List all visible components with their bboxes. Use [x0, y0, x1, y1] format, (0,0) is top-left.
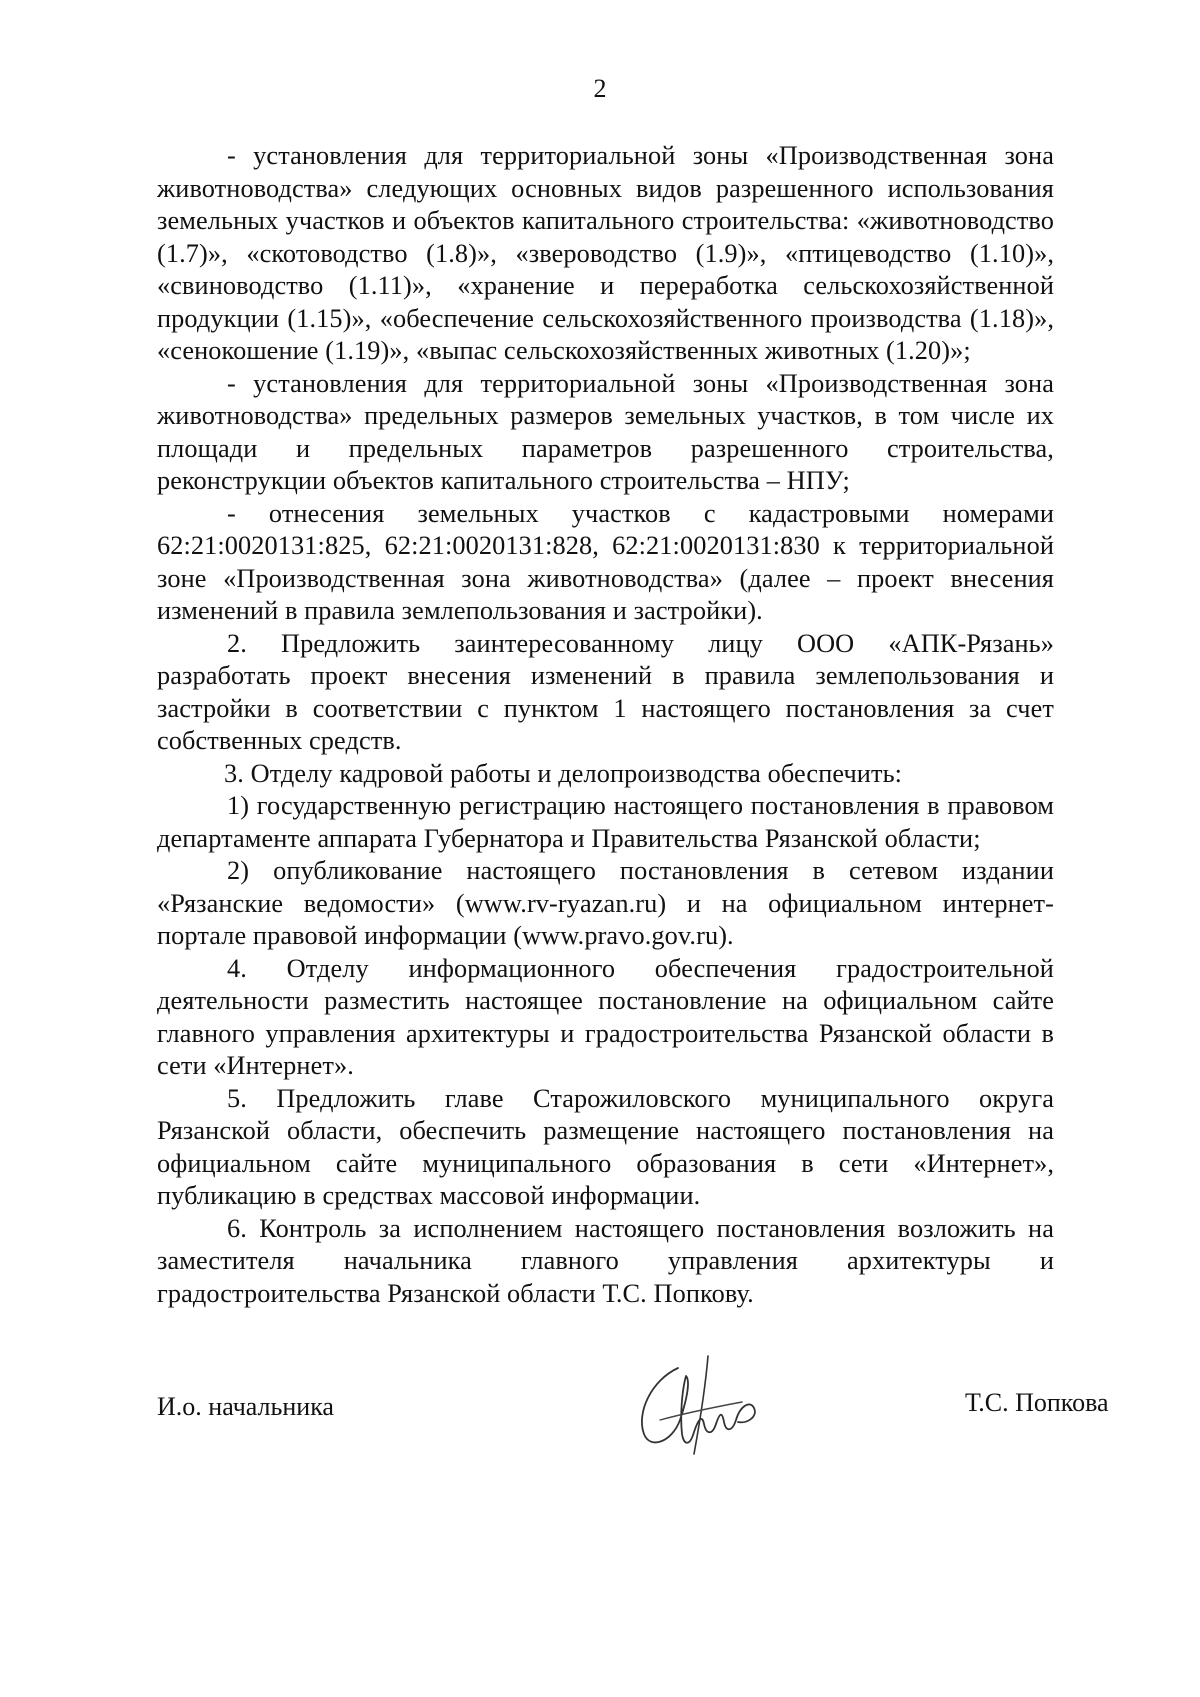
paragraph-item-6: 6. Контроль за исполнением настоящего постановления возложить на заместителя начальника главного управления архитектуры и градостроительства Рязанской области Т.С. Попкову. — [157, 1213, 1054, 1308]
handwritten-signature — [630, 1350, 770, 1470]
paragraph-item-4: 4. Отделу информационного обеспечения градостроительной деятельности разместить настоящее постановление на официальном сайте главного управления архитектуры и градостроительства Рязанской области в сети «Интернет». — [157, 953, 1054, 1080]
document-body — [157, 140, 1054, 1310]
page-number: 2 — [593, 74, 607, 103]
paragraph-item-3-2: 2) опубликование настоящего постановления в сетевом издании «Рязанские ведомости» (www.rv-ryazan.ru) и на официальном интернет-портале правовой информации (www.pravo.gov.ru). — [157, 856, 1054, 950]
paragraph-cadastral-numbers: - отнесения земельных участков с кадастровыми номерами 62:21:0020131:825, 62:21:0020131:828, 62:21:0020131:830 к территориальной зоне «Производственная зона животноводства» (далее – проект внесения изменений в правила землепользования и застройки). — [157, 498, 1054, 625]
paragraph-item-2: 2. Предложить заинтересованному лицу ООО «АПК-Рязань» разработать проект внесения изменений в правила землепользования и застройки в соответствии с пунктом 1 настоящего постановления за счет собственных средств. — [157, 628, 1054, 755]
signer-name: Т.С. Попкова — [965, 1388, 1109, 1417]
paragraph-item-3: 3. Отделу кадровой работы и делопроизводства обеспечить: — [224, 758, 903, 788]
paragraph-item-5: 5. Предложить главе Старожиловского муниципального округа Рязанской области, обеспечить размещение настоящего постановления на официальном сайте муниципального образования в сети «Интернет», публикацию в средствах массовой информации. — [157, 1083, 1054, 1210]
position-title: И.о. начальника — [157, 1392, 334, 1421]
paragraph-zone-limits: - установления для территориальной зоны «Производственная зона животноводства» предельных размеров земельных участков, в том числе их площади и предельных параметров разрешенного строительства, реконструкции объектов капитального строительства – НПУ; — [157, 368, 1054, 495]
paragraph-item-3-1: 1) государственную регистрацию настоящего постановления в правовом департаменте аппарата Губернатора и Правительства Рязанской области; — [157, 791, 1054, 853]
paragraph-zone-main-uses: - установления для территориальной зоны «Производственная зона животноводства» следующих основных видов разрешенного использования земельных участков и объектов капитального строительства: «животноводство (1.7)», «скотоводство (1.8)», «звероводство (1.9)», «птицеводство (1.10)», «свиноводство (1.11)», «хранение и переработка сельскохозяйственной продукции (1.15)», «обеспечение сельскохозяйственного производства (1.18)», «сенокошение (1.19)», «выпас сельскохозяйственных животных (1.20)»; — [157, 141, 1054, 365]
